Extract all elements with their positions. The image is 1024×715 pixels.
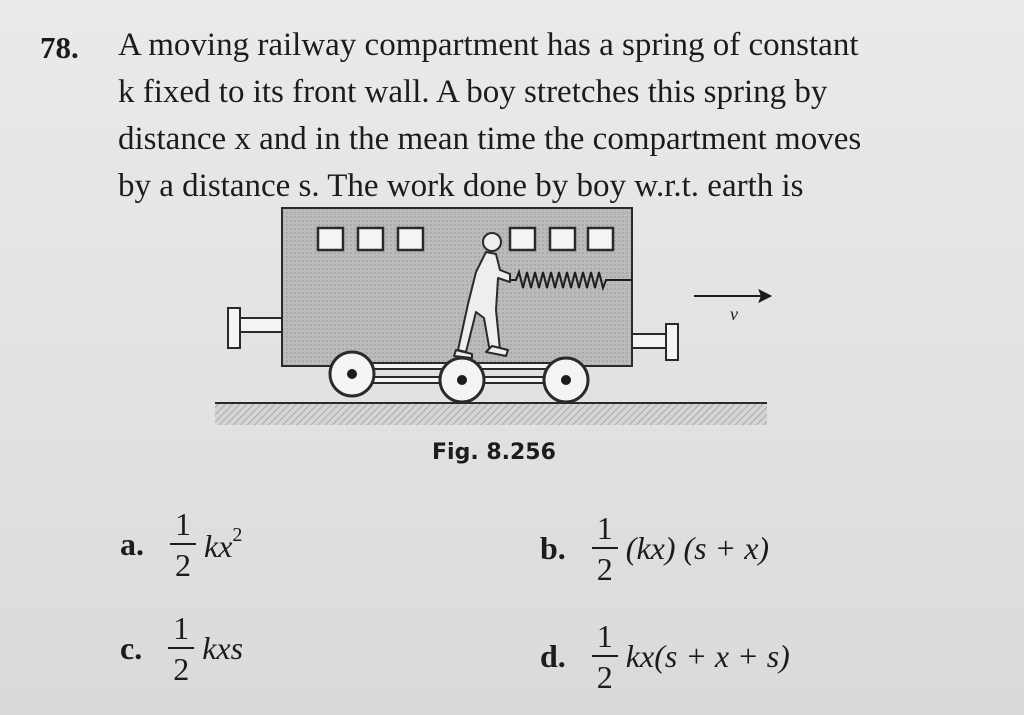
fraction: $\frac{1}{2}$ [170,508,196,581]
velocity-label: v [730,304,738,324]
option-expression: (kx) (s + x) [625,530,770,566]
question-line: distance x and in the mean time the compartment moves [118,121,862,157]
option-b[interactable] [540,512,769,585]
option-expression: kxs [202,630,244,666]
question-line: k fixed to its front wall. A boy stretches this spring by [118,74,828,110]
option-c[interactable] [120,612,243,685]
option-d[interactable] [540,620,790,693]
fraction: $\frac{1}{2}$ [592,620,618,693]
fraction: $\frac{1}{2}$ [168,612,194,685]
question-text [118,22,988,210]
figure-caption: Fig. 8.256 [432,440,556,465]
question-line: A moving railway compartment has a spring of constant [118,27,859,63]
fraction: $\frac{1}{2}$ [592,512,618,585]
option-expression: $kx^2$ [204,524,243,564]
option-a[interactable] [120,508,242,581]
option-label: b. [540,530,566,566]
option-expression: kx(s + x + s) [625,638,790,674]
velocity-arrow [694,291,770,301]
question-line: by a distance s. The work done by boy w.r.t. earth is [118,168,804,204]
question-number: 78. [40,30,79,65]
left-buffer [228,308,282,348]
right-buffer [632,324,678,360]
ground [215,403,767,425]
option-label: d. [540,638,566,674]
option-label: c. [120,630,143,666]
option-label: a. [120,526,144,562]
railway-compartment-figure [210,200,790,440]
